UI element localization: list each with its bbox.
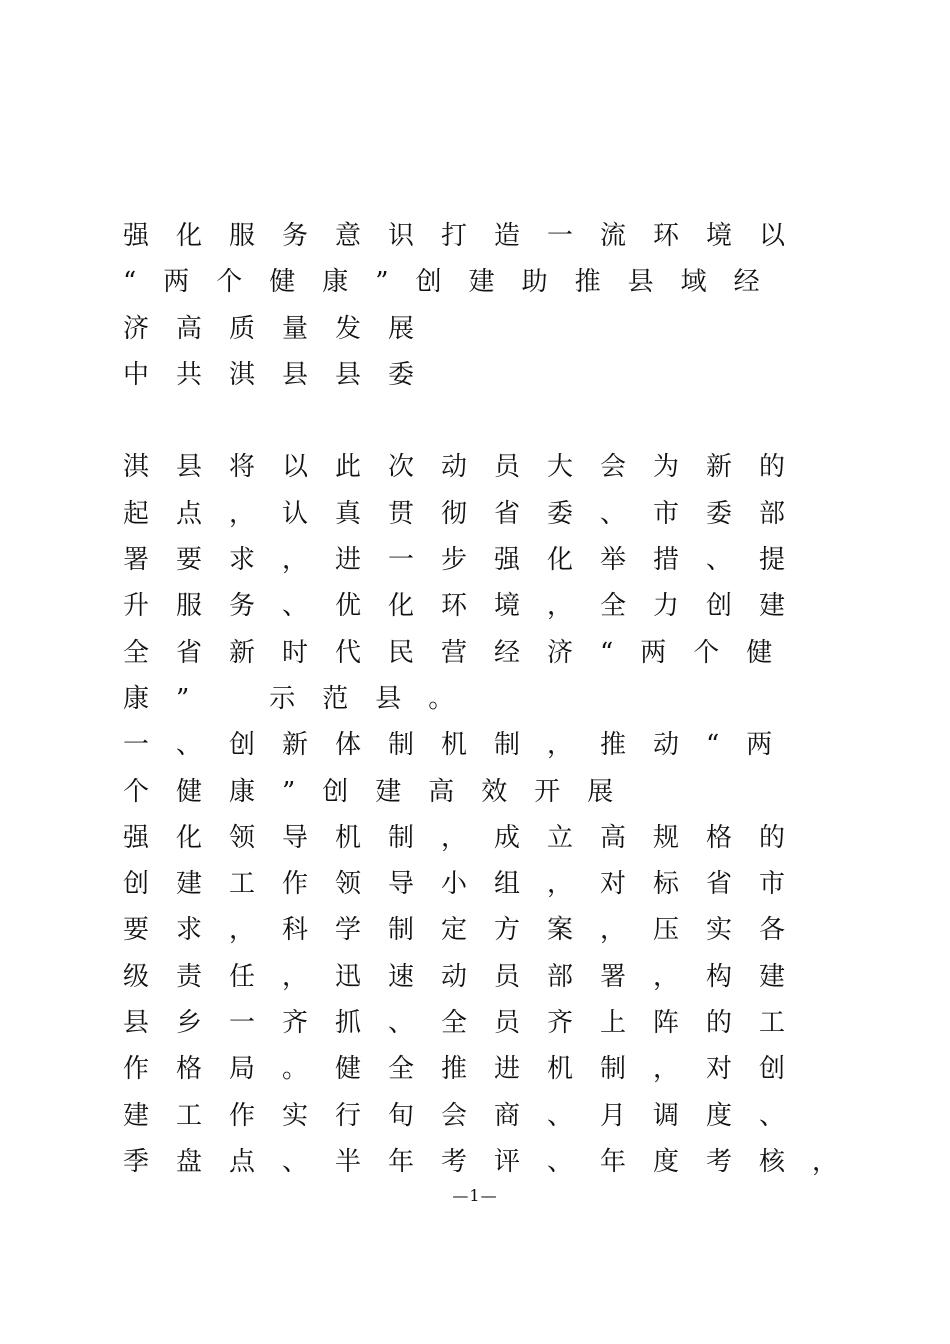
paragraph-line: 强化领导机制，成立高规格的	[123, 822, 813, 853]
section-heading-line: 个健康”创建高效开展	[123, 776, 641, 807]
paragraph-line: 要求，科学制定方案，压实各	[123, 915, 813, 946]
paragraph-line: 起点，认真贯彻省委、市委部	[123, 498, 813, 529]
paragraph-line: 淇县将以此次动员大会为新的	[123, 452, 813, 483]
author-line: 中共淇县县委	[123, 359, 442, 390]
paragraph-line: 康” 示范县。	[123, 683, 482, 714]
paragraph-line: 升服务、优化环境，全力创建	[123, 591, 813, 622]
paragraph-line: 县乡一齐抓、全员齐上阵的工	[123, 1008, 813, 1039]
body-text	[123, 213, 866, 1185]
title-line-2: “两个健康”创建助推县域经	[123, 267, 787, 298]
paragraph-line: 级责任，迅速动员部署，构建	[123, 961, 813, 992]
title-line-1: 强化服务意识打造一流环境以	[123, 221, 813, 251]
page-number: —1—	[452, 1186, 498, 1205]
paragraph-line: 作格局。健全推进机制，对创	[123, 1054, 813, 1085]
section-heading-line: 一、创新体制机制，推动“两	[123, 730, 800, 761]
paragraph-line: 署要求，进一步强化举措、提	[123, 545, 813, 576]
title-line-3: 济高质量发展	[123, 313, 442, 344]
blank-line	[123, 398, 853, 444]
paragraph-line: 季盘点、半年考评、年度考核，	[123, 1146, 866, 1177]
paragraph-line: 建工作实行旬会商、月调度、	[123, 1100, 813, 1131]
paragraph-line: 全省新时代民营经济“两个健	[123, 637, 800, 668]
paragraph-line: 创建工作领导小组，对标省市	[123, 869, 813, 900]
